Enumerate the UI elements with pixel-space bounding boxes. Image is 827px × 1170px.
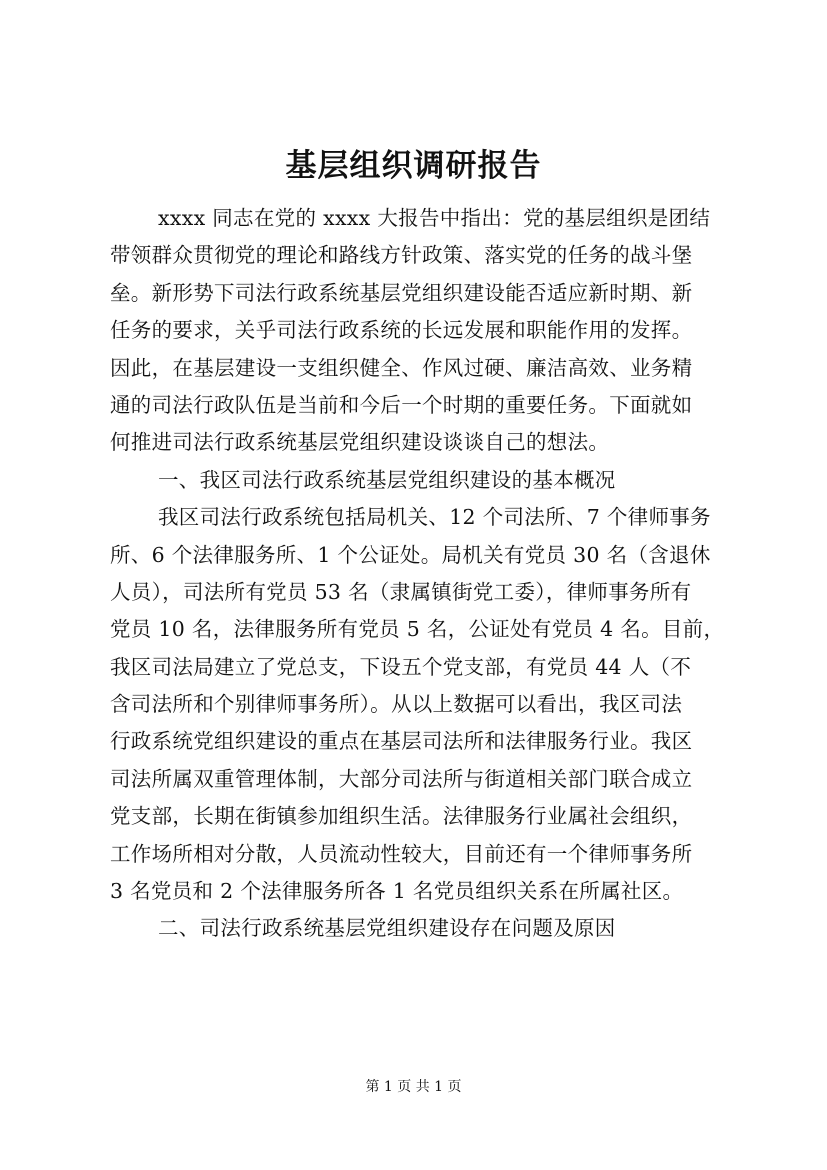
paragraph-line: 所、6 个法律服务所、1 个公证处。局机关有党员 30 名（含退休 bbox=[110, 542, 711, 567]
paragraph-line: 行政系统党组织建设的重点在基层司法所和法律服务行业。我区 bbox=[110, 729, 693, 754]
page-number: 第 1 页 共 1 页 bbox=[365, 1079, 462, 1095]
document-title: 基层组织调研报告 bbox=[285, 148, 542, 184]
paragraph-line: 何推进司法行政系统基层党组织建设谈谈自己的想法。 bbox=[110, 430, 610, 455]
paragraph-line: 带领群众贯彻党的理论和路线方针政策、落实党的任务的战斗堡 bbox=[110, 243, 693, 268]
paragraph-line: 司法所属双重管理体制，大部分司法所与街道相关部门联合成立 bbox=[110, 766, 693, 791]
paragraph-line: 我区司法行政系统包括局机关、12 个司法所、7 个律师事务 bbox=[158, 505, 711, 530]
paragraph-line: 垒。新形势下司法行政系统基层党组织建设能否适应新时期、新 bbox=[110, 280, 693, 305]
paragraph-line: 含司法所和个别律师事务所）。从以上数据可以看出，我区司法 bbox=[110, 692, 683, 717]
paragraph-line: 通的司法行政队伍是当前和今后一个时期的重要任务。下面就如 bbox=[110, 392, 693, 417]
paragraph-line: xxxx 同志在党的 xxxx 大报告中指出：党的基层组织是团结 bbox=[158, 206, 711, 230]
paragraph-line: 因此，在基层建设一支组织健全、作风过硬、廉洁高效、业务精 bbox=[110, 355, 693, 380]
paragraph-line: 我区司法局建立了党总支，下设五个党支部，有党员 44 人（不 bbox=[110, 654, 692, 679]
paragraph-line: 任务的要求，关乎司法行政系统的长远发展和职能作用的发挥。 bbox=[110, 318, 693, 343]
paragraph-line: 党支部，长期在街镇参加组织生活。法律服务行业属社会组织， bbox=[110, 804, 693, 829]
paragraph-line: 工作场所相对分散，人员流动性较大，目前还有一个律师事务所 bbox=[110, 841, 693, 866]
section-heading: 二、司法行政系统基层党组织建设存在问题及原因 bbox=[158, 916, 616, 941]
paragraph-line: 党员 10 名，法律服务所有党员 5 名，公证处有党员 4 名。目前， bbox=[110, 617, 725, 642]
paragraph-line: 人员），司法所有党员 53 名（隶属镇街党工委），律师事务所有 bbox=[110, 579, 692, 604]
section-heading: 一、我区司法行政系统基层党组织建设的基本概况 bbox=[158, 467, 616, 492]
paragraph-line: 3 名党员和 2 个法律服务所各 1 名党员组织关系在所属社区。 bbox=[110, 879, 684, 904]
document-body bbox=[110, 200, 750, 948]
